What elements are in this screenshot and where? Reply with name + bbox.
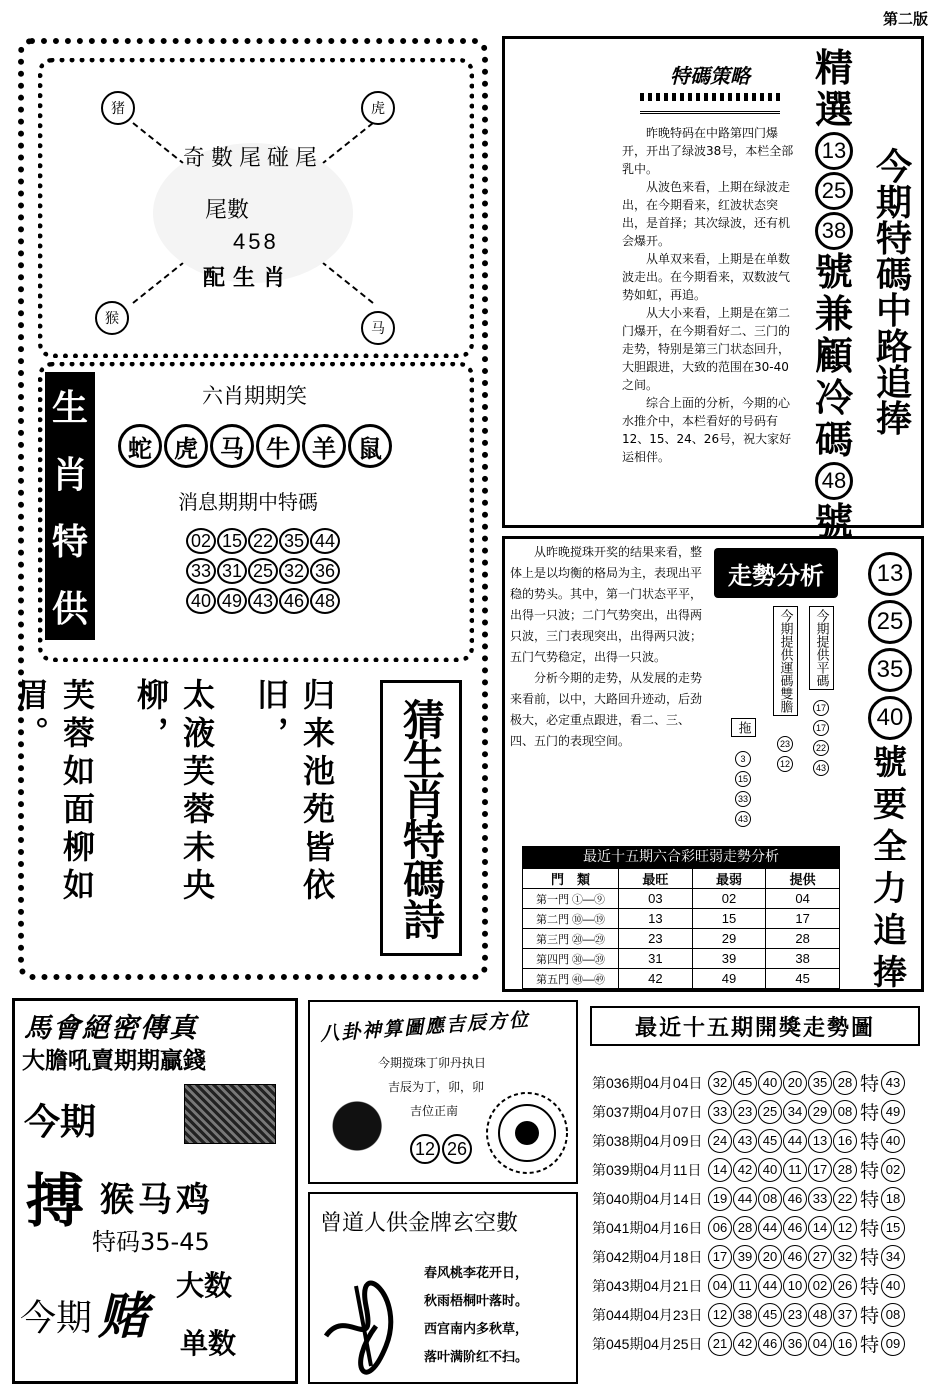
history-ball: 24 [708, 1129, 732, 1153]
poem2-line: 春风桃李花开日， [424, 1266, 529, 1281]
history-ball: 14 [708, 1158, 732, 1182]
strategy-paragraph: 综合上面的分析，今期的心水推介中，本栏看好的号码有12、15、24、26号，祝大家好运相伴。 [622, 396, 792, 464]
table-cell: 45 [766, 969, 840, 989]
pick-ball: 13 [815, 132, 853, 170]
strength-table-wrap [522, 846, 840, 989]
zodiac-ball: 虎 [164, 424, 208, 468]
horse-bet-char: 搏 [26, 1167, 85, 1235]
history-row-label: 第039期04月11日 [592, 1161, 702, 1178]
zodiac-ball: 羊 [302, 424, 346, 468]
history-ball: 46 [783, 1216, 807, 1240]
number-ball: 44 [310, 528, 340, 554]
number-ball: 46 [279, 588, 309, 614]
side-char: 捧 [875, 399, 912, 440]
history-ball: 23 [783, 1303, 807, 1327]
number-ball: 48 [310, 588, 340, 614]
signature-icon [316, 1266, 416, 1376]
history-row [592, 1215, 928, 1240]
horse-line2: 大膽吼賣期期贏錢 [22, 1048, 206, 1074]
horse-big: 大数 [176, 1269, 233, 1302]
special-ball: 49 [881, 1100, 905, 1124]
trend-right-column [862, 552, 918, 992]
pick-char: 號 [814, 250, 853, 294]
number-ball: 36 [310, 558, 340, 584]
trend-char: 全 [873, 827, 907, 867]
bagua-title: 八卦神算圖應吉辰方位 [319, 1008, 531, 1046]
history-title-text: 最近十五期開獎走勢圖 [634, 1015, 875, 1041]
table-cell: 31 [619, 949, 693, 969]
number-ball: 40 [186, 588, 216, 614]
horse-line1: 馬會絕密傳真 [24, 1013, 198, 1044]
history-ball: 44 [758, 1216, 782, 1240]
history-ball: 04 [708, 1274, 732, 1298]
history-ball: 22 [833, 1187, 857, 1211]
table-cell: 15 [692, 909, 766, 929]
table-cell: 第五門 ㊵—㊾ [523, 969, 619, 989]
trend-ball: 35 [868, 648, 912, 692]
strategy-deco [640, 93, 780, 101]
trend-col-b-label: 今期提供運碼雙膽 [773, 606, 798, 716]
trend-char: 要 [873, 785, 907, 825]
strategy-title: 特碼策略 [670, 64, 750, 88]
poem2-line: 西宫南内多秋草， [424, 1322, 529, 1337]
trend-paragraph: 从昨晚搅珠开奖的结果来看，整体上是以均衡的格局为主，表现出平稳的势头。其中，第一门状态平平，出得一只波；二门气势突出，出得两只波，三门表现突出，出得两只波；五门气势稳定，出得一只波。 [510, 545, 703, 664]
history-ball: 13 [808, 1129, 832, 1153]
history-ball: 28 [733, 1216, 757, 1240]
special-ball: 34 [881, 1245, 905, 1269]
history-row [592, 1273, 928, 1298]
number-ball: 15 [217, 528, 247, 554]
table-cell: 04 [766, 889, 840, 909]
history-ball: 02 [808, 1274, 832, 1298]
special-ball: 18 [881, 1187, 905, 1211]
ball-row [186, 558, 340, 584]
history-ball: 25 [758, 1100, 782, 1124]
table-header: 提供 [766, 869, 840, 889]
table-row [523, 909, 840, 929]
side-char: 期 [875, 183, 912, 224]
history-ball: 29 [808, 1100, 832, 1124]
trend-col-b [772, 606, 798, 774]
pick-char: 精 [814, 46, 853, 90]
history-ball: 37 [833, 1303, 857, 1327]
history-ball: 44 [783, 1129, 807, 1153]
special-label: 特 [860, 1131, 880, 1153]
history-list [592, 1070, 928, 1356]
table-cell: 13 [619, 909, 693, 929]
history-ball: 16 [833, 1332, 857, 1356]
table-cell: 第二門 ⑩—⑲ [523, 909, 619, 929]
pick-ball: 25 [815, 172, 853, 210]
history-ball: 20 [758, 1245, 782, 1269]
history-ball: 06 [708, 1216, 732, 1240]
history-ball: 35 [808, 1071, 832, 1095]
strategy-pick-column [808, 48, 860, 542]
trend-col-a-label: 今期提供平碼 [809, 606, 834, 690]
poem2-lines [424, 1260, 528, 1372]
poem-column: 归来池苑皆依旧， [252, 678, 336, 906]
small-ball: 23 [777, 736, 793, 752]
small-ball: 22 [813, 740, 829, 756]
horse-odd: 单数 [180, 1327, 237, 1360]
zodiac-ball: 蛇 [118, 424, 162, 468]
zodiac-tail-label: 尾數 [205, 198, 250, 223]
horse-today: 今期 [24, 1102, 97, 1143]
zodiac-tail-numbers: 458 [233, 229, 279, 254]
banner-char: 供 [51, 589, 88, 630]
ball-row [186, 588, 340, 614]
history-ball: 17 [708, 1245, 732, 1269]
history-row [592, 1331, 928, 1356]
horse-picture [184, 1084, 276, 1144]
trend-char: 捧 [873, 953, 907, 993]
number-ball: 33 [186, 558, 216, 584]
trend-char: 力 [873, 869, 907, 909]
special-label: 特 [860, 1160, 880, 1182]
table-cell: 28 [766, 929, 840, 949]
special-ball: 40 [881, 1129, 905, 1153]
small-ball: 15 [735, 771, 751, 787]
pick-char: 碼 [814, 418, 853, 462]
poem2-title: 曾道人供金牌玄空數 [320, 1211, 519, 1236]
history-row [592, 1070, 928, 1095]
history-ball: 08 [833, 1100, 857, 1124]
history-ball: 46 [783, 1245, 807, 1269]
special-label: 特 [860, 1102, 880, 1124]
ball-row [186, 528, 340, 554]
small-ball: 33 [735, 791, 751, 807]
bagua-line2: 吉辰为丁，卯，卯 [388, 1080, 485, 1094]
history-ball: 38 [733, 1303, 757, 1327]
history-ball: 40 [758, 1158, 782, 1182]
side-char: 中 [875, 291, 912, 332]
history-ball: 11 [733, 1274, 757, 1298]
table-cell: 29 [692, 929, 766, 949]
history-ball: 45 [758, 1129, 782, 1153]
trend-text [510, 542, 708, 752]
small-ball: 12 [777, 756, 793, 772]
number-ball: 43 [248, 588, 278, 614]
special-ball: 02 [881, 1158, 905, 1182]
history-ball: 44 [758, 1274, 782, 1298]
table-cell: 第四門 ㉚—㊴ [523, 949, 619, 969]
special-ball: 15 [881, 1216, 905, 1240]
corner-animal-horse: 马 [361, 311, 395, 345]
history-ball: 14 [808, 1216, 832, 1240]
history-ball: 34 [783, 1100, 807, 1124]
history-row [592, 1157, 928, 1182]
history-ball: 12 [708, 1303, 732, 1327]
table-cell: 39 [692, 949, 766, 969]
corner-animal-tiger: 虎 [361, 91, 395, 125]
six-zodiac-subheading: 消息期期中特碼 [178, 490, 318, 514]
table-cell: 03 [619, 889, 693, 909]
poem-columns [12, 678, 340, 978]
trend-ball: 25 [868, 600, 912, 644]
page-label: 第二版 [882, 10, 928, 28]
poem-column: 芙蓉如面柳如眉。 [12, 678, 96, 906]
history-ball: 21 [708, 1332, 732, 1356]
strategy-title-box [640, 60, 780, 114]
table-header: 最旺 [619, 869, 693, 889]
history-ball: 27 [808, 1245, 832, 1269]
zodiac-tail-panel [38, 58, 474, 358]
strategy-paragraph: 昨晚特码在中路第四门爆开，开出了绿波38号，本栏全部乳中。 [622, 126, 794, 176]
bagua-compass-icon [484, 1090, 570, 1176]
history-row [592, 1302, 928, 1327]
six-zodiac-heading: 六肖期期笑 [202, 384, 307, 408]
special-ball: 08 [881, 1303, 905, 1327]
history-ball: 43 [733, 1129, 757, 1153]
side-char: 今 [875, 147, 912, 188]
history-ball: 33 [708, 1100, 732, 1124]
pick-ball: 48 [815, 462, 853, 500]
corner-animal-pig: 猪 [101, 91, 135, 125]
history-ball: 04 [808, 1332, 832, 1356]
banner-char: 特 [51, 522, 88, 563]
side-char: 特 [875, 219, 912, 260]
trend-ball: 40 [868, 696, 912, 740]
history-ball: 08 [758, 1187, 782, 1211]
small-ball: 43 [813, 760, 829, 776]
trend-ball: 13 [868, 552, 912, 596]
pick-char: 顧 [814, 334, 853, 378]
history-ball: 28 [833, 1158, 857, 1182]
pick-ball: 38 [815, 212, 853, 250]
special-ball: 09 [881, 1332, 905, 1356]
history-title [590, 1006, 920, 1046]
table-row [523, 949, 840, 969]
side-char: 碼 [875, 255, 912, 296]
table-header: 最弱 [692, 869, 766, 889]
history-ball: 44 [733, 1187, 757, 1211]
history-row-label: 第044期04月23日 [592, 1306, 703, 1323]
history-ball: 48 [808, 1303, 832, 1327]
history-ball: 10 [783, 1274, 807, 1298]
small-ball: 17 [813, 720, 829, 736]
history-row-label: 第043期04月21日 [592, 1277, 703, 1294]
horse-gamble: 赌 [98, 1286, 148, 1345]
history-ball: 36 [783, 1332, 807, 1356]
table-row [523, 969, 840, 989]
zodiac-ball: 马 [210, 424, 254, 468]
number-ball: 32 [279, 558, 309, 584]
corner-animal-monkey: 猴 [95, 301, 129, 335]
number-ball: 35 [279, 528, 309, 554]
side-char: 路 [875, 327, 912, 368]
table-row [523, 889, 840, 909]
number-ball: 22 [248, 528, 278, 554]
history-row-label: 第037期04月07日 [592, 1103, 703, 1120]
number-ball: 49 [217, 588, 247, 614]
table-cell: 第三門 ⑳—㉙ [523, 929, 619, 949]
history-ball: 23 [733, 1100, 757, 1124]
history-ball: 45 [758, 1303, 782, 1327]
special-label: 特 [860, 1334, 880, 1356]
table-cell: 42 [619, 969, 693, 989]
special-label: 特 [860, 1247, 880, 1269]
zodiac-ball: 牛 [256, 424, 300, 468]
strategy-side-title [868, 147, 920, 440]
history-row-label: 第045期04月25日 [592, 1335, 703, 1352]
small-ball: 17 [813, 700, 829, 716]
trend-col-a [808, 606, 834, 778]
table-header-row [523, 869, 840, 889]
bagua-line3: 吉位正南 [410, 1104, 459, 1118]
zodiac-tail-title: 奇數尾碰尾 [183, 146, 324, 171]
table-cell: 02 [692, 889, 766, 909]
special-label: 特 [860, 1305, 880, 1327]
pick-char: 選 [814, 88, 853, 132]
history-ball: 32 [833, 1245, 857, 1269]
trend-title: 走勢分析 [714, 548, 838, 598]
pick-char: 冷 [814, 376, 853, 420]
poem-column: 太液芙蓉未央柳， [132, 678, 216, 906]
table-cell: 49 [692, 969, 766, 989]
poem-title: 猜生肖特碼詩 [397, 698, 446, 938]
history-row-label: 第036期04月04日 [592, 1074, 703, 1091]
number-ball: 25 [248, 558, 278, 584]
banner-char: 肖 [51, 455, 88, 496]
history-ball: 33 [808, 1187, 832, 1211]
strength-table-title: 最近十五期六合彩旺弱走勢分析 [522, 846, 840, 868]
banner-char: 生 [51, 388, 88, 429]
special-label: 特 [860, 1276, 880, 1298]
small-ball: 43 [735, 811, 751, 827]
history-ball: 12 [833, 1216, 857, 1240]
history-ball: 45 [733, 1071, 757, 1095]
strategy-paragraph: 从波色来看，上期在绿波走出，在今期看来，红波状态突出，是首择；其次绿波，还有机会爆开。 [622, 180, 791, 248]
trend-col-c [730, 718, 756, 829]
pick-char: 兼 [814, 292, 853, 336]
history-ball: 26 [833, 1274, 857, 1298]
history-ball: 42 [733, 1332, 757, 1356]
archer-image [322, 1094, 400, 1174]
history-row [592, 1099, 928, 1124]
history-row-label: 第040期04月14日 [592, 1190, 703, 1207]
table-cell: 38 [766, 949, 840, 969]
history-row-label: 第038期04月09日 [592, 1132, 703, 1149]
trend-paragraph: 分析今期的走势，从发展的走势来看前，以中，大路回升迹动，后劲极大，必定重点跟进，看二、三、四、五门的表现空间。 [510, 671, 703, 748]
table-row [523, 929, 840, 949]
special-label: 特 [860, 1189, 880, 1211]
six-zodiac-balls [186, 528, 340, 614]
bagua-ball: 26 [442, 1134, 472, 1164]
table-cell: 第一門 ①—⑨ [523, 889, 619, 909]
special-label: 特 [860, 1073, 880, 1095]
vertical-banner [45, 372, 95, 640]
table-cell: 23 [619, 929, 693, 949]
bagua-ball: 12 [410, 1134, 440, 1164]
strategy-text [622, 124, 800, 466]
special-label: 特 [860, 1218, 880, 1240]
poem2-line: 秋雨梧桐叶落时。 [424, 1294, 529, 1309]
poem2-line: 落叶满阶红不扫。 [424, 1350, 529, 1365]
table-header: 門 類 [523, 869, 619, 889]
history-ball: 46 [783, 1187, 807, 1211]
history-ball: 40 [758, 1071, 782, 1095]
poem-title-box [380, 680, 462, 956]
history-ball: 16 [833, 1129, 857, 1153]
side-char: 追 [875, 363, 912, 404]
horse-special: 特码35-45 [92, 1228, 210, 1256]
number-ball: 02 [186, 528, 216, 554]
special-ball: 43 [881, 1071, 905, 1095]
history-row-label: 第042期04月18日 [592, 1248, 703, 1265]
history-ball: 19 [708, 1187, 732, 1211]
history-ball: 17 [808, 1158, 832, 1182]
bagua-line1: 今期搅珠丁卯丹执日 [378, 1056, 487, 1070]
history-row [592, 1244, 928, 1269]
zodiac-tail-footer: 配生肖 [203, 265, 294, 291]
horse-animals: 猴马鸡 [100, 1180, 214, 1220]
history-ball: 32 [708, 1071, 732, 1095]
history-row [592, 1186, 928, 1211]
trend-col-c-label: 拖 [731, 718, 756, 737]
trend-char: 號 [873, 743, 907, 783]
bagua-balls [410, 1134, 472, 1164]
number-ball: 31 [217, 558, 247, 584]
strength-table [522, 868, 840, 989]
history-ball: 20 [783, 1071, 807, 1095]
history-ball: 28 [833, 1071, 857, 1095]
history-ball: 46 [758, 1332, 782, 1356]
horse-today2: 今期 [20, 1298, 93, 1339]
history-row-label: 第041期04月16日 [592, 1219, 703, 1236]
small-ball: 3 [735, 751, 751, 767]
trend-char: 追 [873, 911, 907, 951]
history-ball: 11 [783, 1158, 807, 1182]
history-ball: 39 [733, 1245, 757, 1269]
strategy-paragraph: 从单双来看，上期是在单数波走出。在今期看来，双数波气势如虹，再追。 [622, 252, 791, 302]
table-cell: 17 [766, 909, 840, 929]
history-row [592, 1128, 928, 1153]
pick-char: 號 [814, 500, 853, 544]
special-ball: 40 [881, 1274, 905, 1298]
six-zodiac-animals [118, 424, 392, 468]
zodiac-ball: 鼠 [348, 424, 392, 468]
history-ball: 42 [733, 1158, 757, 1182]
strategy-paragraph: 从大小来看，上期是在第二门爆开，在今期看好二、三门的走势，特别是第三门状态回升，大胆跟进，大致的范围在30-40之间。 [622, 306, 791, 392]
